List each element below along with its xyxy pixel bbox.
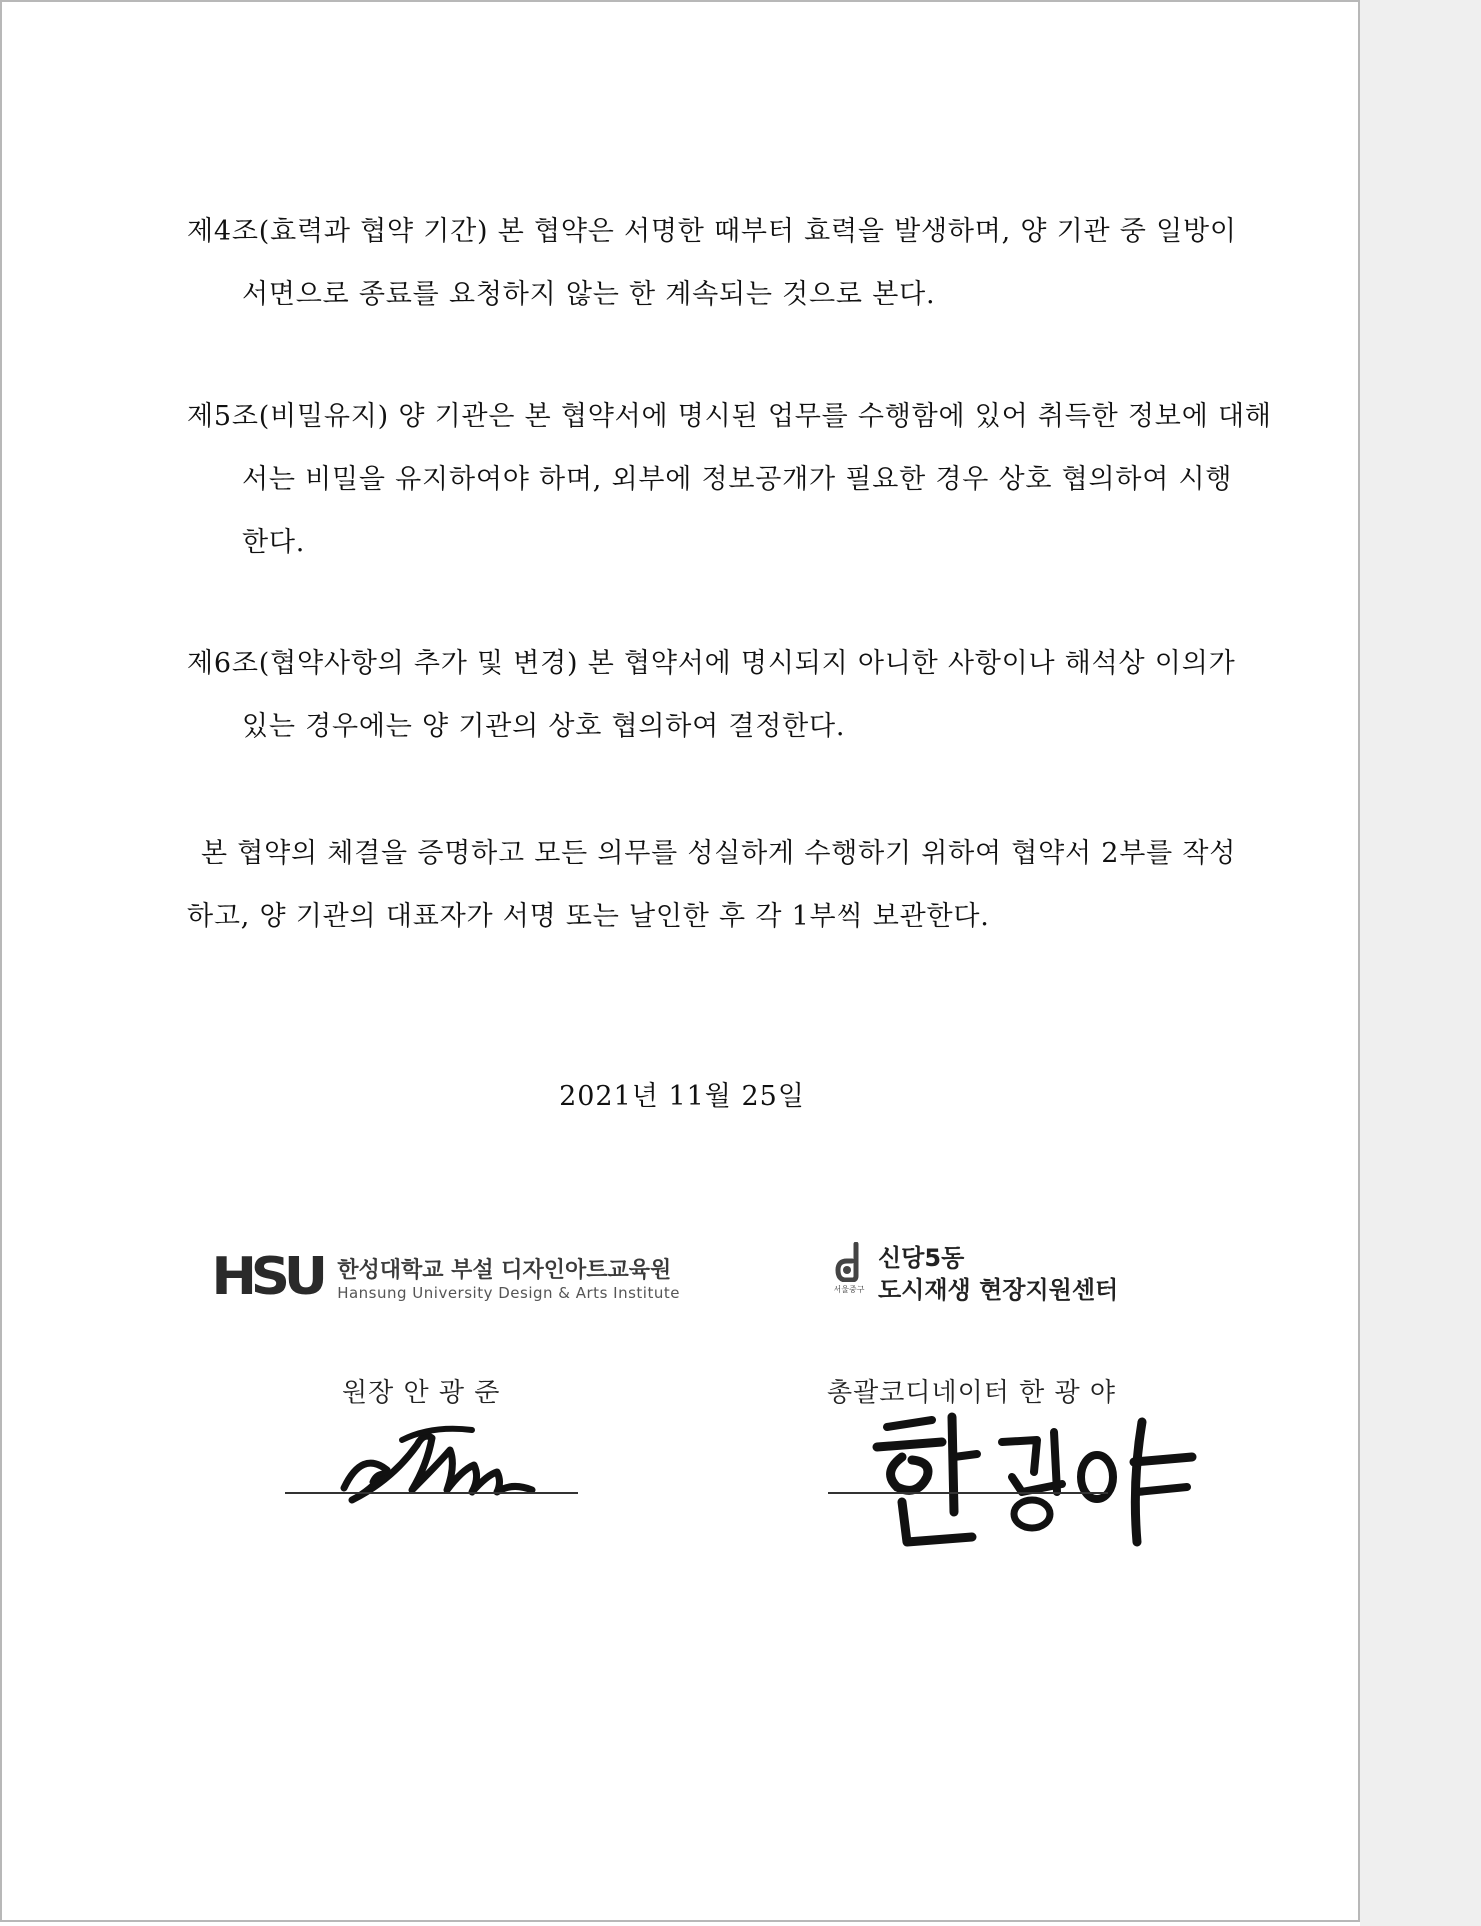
hsu-logo-name-en: Hansung University Design & Arts Institute xyxy=(337,1283,680,1302)
hsu-logo xyxy=(211,1247,680,1307)
right-handwritten-signature xyxy=(862,1402,1222,1562)
viewer-margin xyxy=(1360,0,1481,1926)
closing-line-1: 본 협약의 체결을 증명하고 모든 의무를 성실하게 수행하기 위하여 협약서 2부를 작성 xyxy=(201,838,1237,869)
article-4-line-2: 서면으로 종료를 요청하지 않는 한 계속되는 것으로 본다. xyxy=(242,279,936,310)
left-signature-line xyxy=(285,1492,578,1494)
article-6-line-2: 있는 경우에는 양 기관의 상호 협의하여 결정한다. xyxy=(242,711,846,742)
sindang-name-line-1: 신당5동 xyxy=(878,1244,965,1272)
article-6-line-1: 제6조(협약사항의 추가 및 변경) 본 협약서에 명시되지 아니한 사항이나 해석상 이의가 xyxy=(187,648,1236,679)
right-signature-line xyxy=(828,1492,1108,1494)
document-date: 2021년 11월 25일 xyxy=(559,1081,805,1112)
hsu-logo-mark: HSU xyxy=(211,1247,322,1307)
sindang-d-icon xyxy=(834,1242,864,1282)
sindang-logo-caption: 서울중구 xyxy=(833,1285,865,1294)
right-signer-title: 총괄코디네이터 한 광 야 xyxy=(827,1378,1116,1408)
sindang-name-line-2: 도시재생 현장지원센터 xyxy=(878,1276,1119,1304)
closing-paragraph xyxy=(187,822,1237,948)
hsu-logo-name-kr: 한성대학교 부설 디자인아트교육원 xyxy=(337,1257,672,1283)
article-5-line-2: 서는 비밀을 유지하여야 하며, 외부에 정보공개가 필요한 경우 상호 협의하여 시행 xyxy=(242,464,1233,495)
article-5 xyxy=(187,385,1272,574)
closing-line-2: 하고, 양 기관의 대표자가 서명 또는 날인한 후 각 1부씩 보관한다. xyxy=(187,901,990,932)
article-5-line-3: 한다. xyxy=(242,527,306,558)
article-4 xyxy=(187,200,1237,326)
left-handwritten-signature xyxy=(332,1410,562,1520)
left-signer-title: 원장 안 광 준 xyxy=(342,1378,501,1408)
article-6 xyxy=(187,632,1236,758)
sindang-center-logo xyxy=(830,1242,1118,1306)
article-4-line-1: 제4조(효력과 협약 기간) 본 협약은 서명한 때부터 효력을 발생하며, 양 기관 중 일방이 xyxy=(187,216,1237,247)
article-5-line-1: 제5조(비밀유지) 양 기관은 본 협약서에 명시된 업무를 수행함에 있어 취득한 정보에 대해 xyxy=(187,401,1272,432)
